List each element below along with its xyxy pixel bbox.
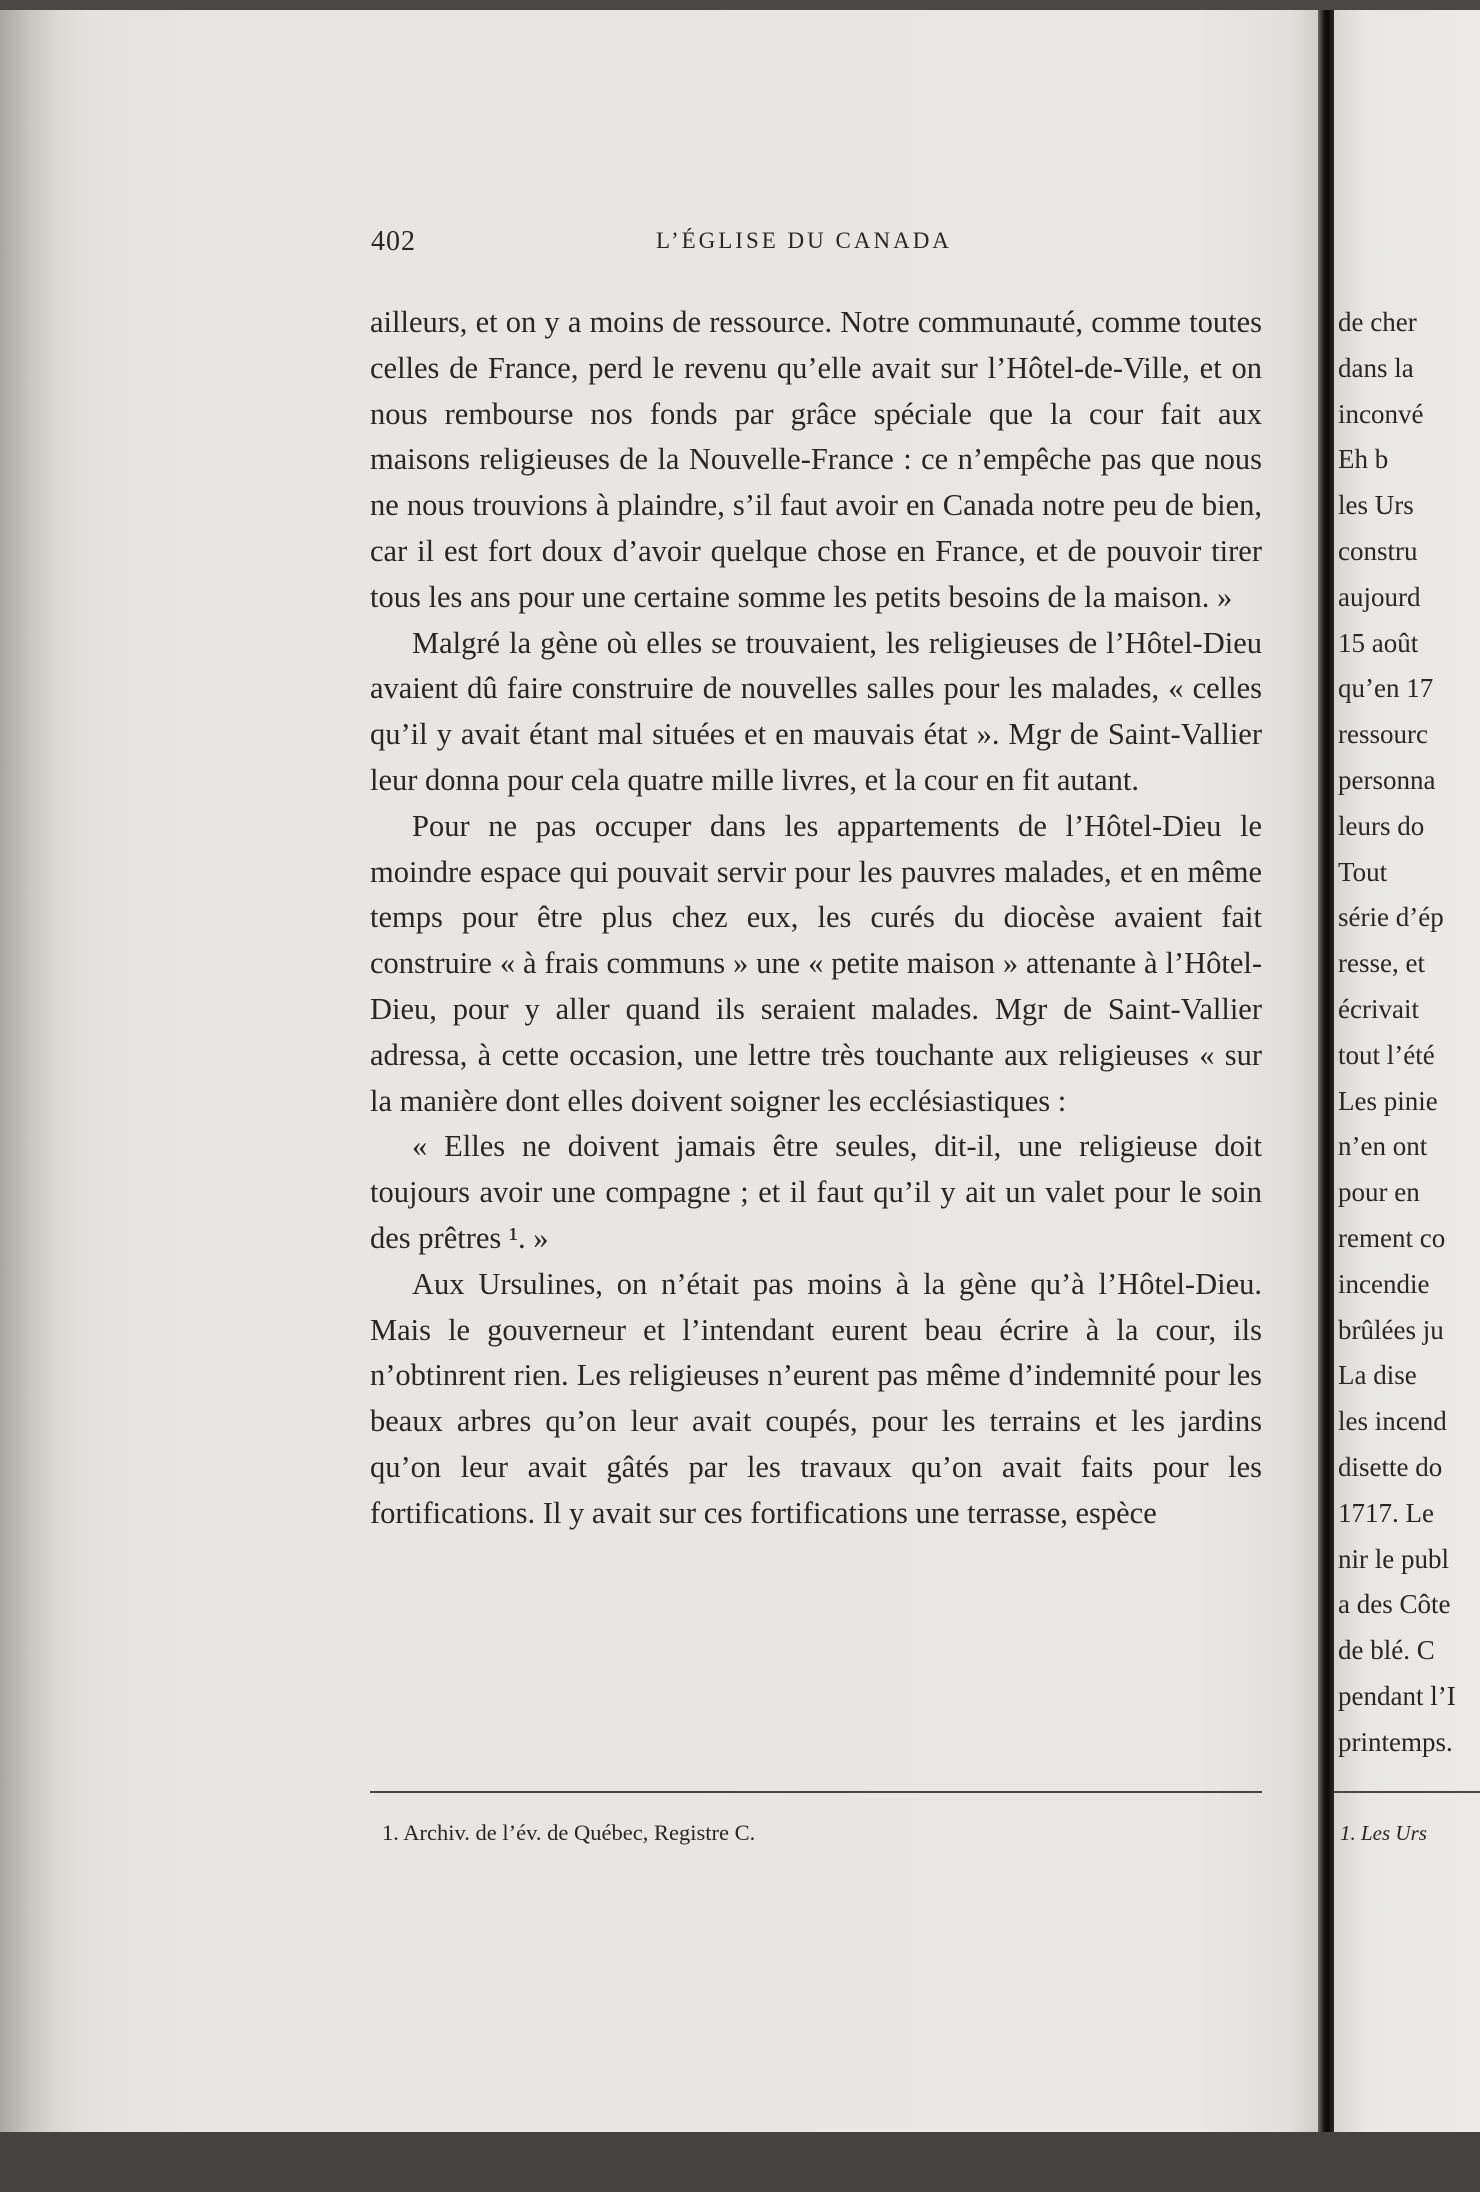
facing-page-line: incendie	[1338, 1268, 1430, 1299]
paragraph: ailleurs, et on y a moins de ressource. Notre communauté, comme toutes celles de France, perd le revenu qu’elle avait sur l’Hôtel-de-Ville, et on nous rembourse nos fonds par grâce spéciale que la cour fait aux maisons religieuses de la Nouvelle-France : ce n’empêche pas que nous ne nous trouvions à plaindre, s’il faut avoir en Canada notre peu de bien, car il est fort doux d’avoir quelque chose en France, et de pouvoir tirer tous les ans pour une certaine somme les petits besoins de la maison. »	[370, 305, 1262, 614]
facing-page-line: ressourc	[1338, 719, 1428, 750]
footnote: 1. Archiv. de l’év. de Québec, Registre C.	[382, 1820, 756, 1845]
facing-page-line: personna	[1338, 764, 1436, 795]
facing-page-line: rement co	[1338, 1222, 1446, 1253]
facing-page-line: brûlées ju	[1338, 1314, 1444, 1345]
facing-footnote: 1. Les Urs	[1340, 1821, 1427, 1845]
facing-page-line: 1717. Le	[1338, 1497, 1434, 1528]
facing-page-line: n’en ont	[1338, 1131, 1428, 1162]
facing-page-line: aujourd	[1338, 581, 1421, 612]
facing-page-line: dans la	[1338, 352, 1414, 383]
book-gutter	[1318, 10, 1334, 2132]
facing-page-line: inconvé	[1338, 398, 1424, 429]
facing-page-line: leurs do	[1338, 810, 1425, 841]
footnote-divider	[370, 1791, 1262, 1793]
facing-page-line: nir le publ	[1338, 1543, 1449, 1574]
facing-page-line: Les pinie	[1338, 1085, 1438, 1116]
facing-page-line: tout l’été	[1338, 1039, 1435, 1070]
page-number: 402	[371, 226, 416, 257]
body-text	[370, 300, 1262, 1537]
scan-bottom-edge	[0, 2132, 1480, 2192]
scan-top-edge	[0, 0, 1480, 10]
facing-page-line: les Urs	[1338, 490, 1414, 521]
facing-page-line: de cher	[1338, 307, 1417, 337]
facing-footnote-divider	[1334, 1791, 1480, 1793]
facing-page-line: pour en	[1338, 1177, 1420, 1208]
facing-page-line: les incend	[1338, 1406, 1447, 1437]
facing-page-line: printemps.	[1338, 1726, 1453, 1757]
facing-page-line: 15 août	[1338, 627, 1419, 658]
paragraph: Pour ne pas occuper dans les appartements de l’Hôtel-Dieu le moindre espace qui pouvait servir pour les pauvres malades, et en même temps pour être plus chez eux, les curés du diocèse avaient fait construire « à frais communs » une « petite maison » attenante à l’Hôtel-Dieu, pour y aller quand ils seraient malades. Mgr de Saint-Vallier adressa, à cette occasion, une lettre très touchante aux religieuses « sur la manière dont elles doivent soigner les ecclésiastiques :	[370, 808, 1262, 1118]
facing-page-line: qu’en 17	[1338, 673, 1434, 704]
facing-page-line: constru	[1338, 535, 1418, 566]
facing-page-line: La dise	[1338, 1360, 1417, 1391]
facing-page-text	[1338, 300, 1480, 1760]
facing-page-line: Eh b	[1338, 444, 1389, 475]
quoted-paragraph: « Elles ne doivent jamais être seules, dit-il, une religieuse doit toujours avoir une compagne ; et il faut qu’il y ait un valet pour le soin des prêtres ¹. »	[370, 1129, 1262, 1255]
facing-page-line: a des Côte	[1338, 1589, 1451, 1620]
paragraph: Malgré la gène où elles se trouvaient, les religieuses de l’Hôtel-Dieu avaient dû faire construire de nouvelles salles pour les malades, « celles qu’il y avait étant mal situées et en mauvais état ». Mgr de Saint-Vallier leur donna pour cela quatre mille livres, et la cour en fit autant.	[370, 625, 1262, 797]
facing-page-line: de blé. C	[1338, 1635, 1435, 1666]
facing-page-line: série d’ép	[1338, 902, 1444, 933]
facing-page-line: Tout	[1338, 856, 1388, 887]
running-title: L’ÉGLISE DU CANADA	[656, 228, 952, 253]
facing-page-line: pendant l’I	[1338, 1680, 1456, 1711]
facing-page-line: resse, et	[1338, 948, 1425, 979]
running-head	[371, 226, 1261, 266]
facing-page-line: disette do	[1338, 1451, 1443, 1482]
facing-page-line: écrivait	[1338, 993, 1419, 1024]
paragraph: Aux Ursulines, on n’était pas moins à la gène qu’à l’Hôtel-Dieu. Mais le gouverneur et l’intendant eurent beau écrire à la cour, ils n’obtinrent rien. Les religieuses n’eurent pas même d’indemnité pour les beaux arbres qu’on leur avait coupés, pour les terrains et les jardins qu’on leur avait gâtés par les travaux qu’on avait faits pour les fortifications. Il y avait sur ces fortifications une terrasse, espèce	[370, 1266, 1262, 1530]
